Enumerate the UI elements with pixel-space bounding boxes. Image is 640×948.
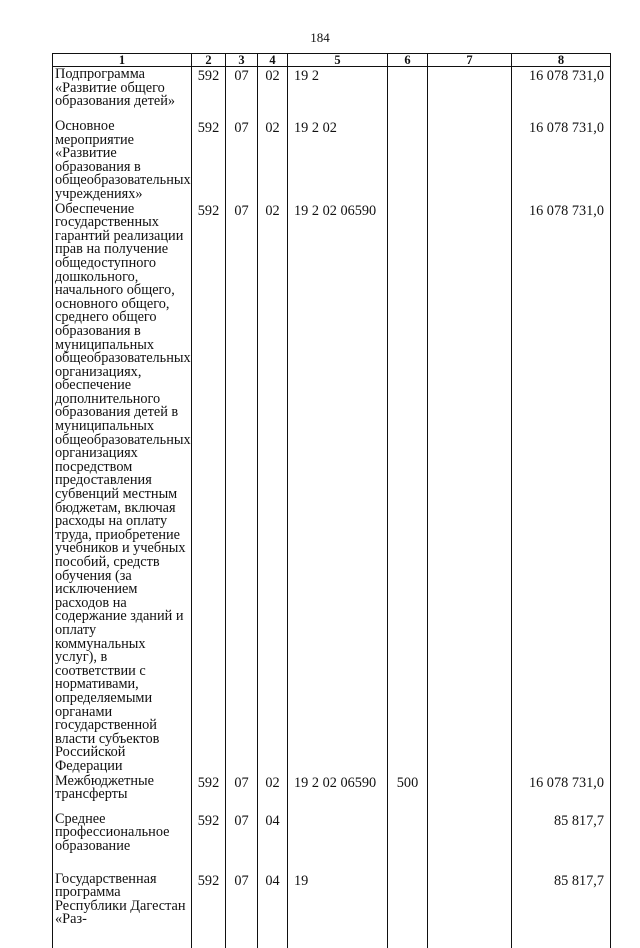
page-number: 184 <box>310 30 330 45</box>
row-col6 <box>388 67 428 120</box>
row-col3: 07 <box>226 67 258 120</box>
row-col2: 592 <box>192 119 226 202</box>
table-row <box>53 774 611 812</box>
row-col3: 07 <box>226 119 258 202</box>
header-col-3: 3 <box>226 54 258 67</box>
row-amount: 85 817,7 <box>512 872 611 948</box>
row-col7 <box>428 872 512 948</box>
row-col4: 02 <box>258 202 288 774</box>
row-name: Основное мероприятие «Развитие образования в общеобразовательных учреждениях» <box>53 119 192 202</box>
table-row <box>53 67 611 120</box>
header-col-4: 4 <box>258 54 288 67</box>
row-col6 <box>388 812 428 872</box>
row-name: Межбюджетные трансферты <box>53 774 192 812</box>
row-col7 <box>428 202 512 774</box>
header-col-6: 6 <box>388 54 428 67</box>
row-name: Подпрограмма «Развитие общего образования детей» <box>53 67 192 120</box>
row-col6: 500 <box>388 774 428 812</box>
row-col5: 19 2 02 06590 <box>288 202 388 774</box>
row-col2: 592 <box>192 774 226 812</box>
row-col7 <box>428 67 512 120</box>
table-header <box>53 54 611 67</box>
row-col6 <box>388 872 428 948</box>
header-col-8: 8 <box>512 54 611 67</box>
row-amount: 16 078 731,0 <box>512 774 611 812</box>
row-col5: 19 2 02 <box>288 119 388 202</box>
row-col3: 07 <box>226 202 258 774</box>
row-col4: 04 <box>258 812 288 872</box>
row-amount: 16 078 731,0 <box>512 119 611 202</box>
row-col2: 592 <box>192 67 226 120</box>
table-row <box>53 812 611 872</box>
row-name: Обеспечение государственных гарантий реализации прав на получение общедоступного дошкольного, начального общего, основного общего, среднего общего образования в муниципальных общеобразовательных организациях, обеспечение дополнительного образования детей в муниципальных общеобразовательных организациях посредством предоставления субвенций местным бюджетам, включая расходы на оплату труда, приобретение учебников и учебных пособий, средств обучения (за исключением расходов на содержание зданий и оплату коммунальных услуг), в соответствии с нормативами, определяемыми органами государственной власти субъектов Российской Федерации <box>53 202 192 774</box>
row-col4: 02 <box>258 774 288 812</box>
header-col-2: 2 <box>192 54 226 67</box>
row-col5: 19 2 <box>288 67 388 120</box>
row-col3: 07 <box>226 872 258 948</box>
row-amount: 85 817,7 <box>512 812 611 872</box>
row-amount: 16 078 731,0 <box>512 202 611 774</box>
row-col6 <box>388 202 428 774</box>
row-col4: 02 <box>258 119 288 202</box>
row-amount: 16 078 731,0 <box>512 67 611 120</box>
row-col2: 592 <box>192 812 226 872</box>
budget-table <box>52 53 611 948</box>
table-row <box>53 872 611 948</box>
row-col7 <box>428 119 512 202</box>
row-col7 <box>428 812 512 872</box>
header-col-1: 1 <box>53 54 192 67</box>
row-col5: 19 <box>288 872 388 948</box>
row-col5: 19 2 02 06590 <box>288 774 388 812</box>
row-col3: 07 <box>226 812 258 872</box>
row-col2: 592 <box>192 202 226 774</box>
row-name: Государственная программа Республики Дагестан «Раз- <box>53 872 192 948</box>
row-col2: 592 <box>192 872 226 948</box>
row-name: Среднее профессиональное образование <box>53 812 192 872</box>
row-col4: 02 <box>258 67 288 120</box>
header-row <box>53 54 611 67</box>
table-row <box>53 202 611 774</box>
row-col6 <box>388 119 428 202</box>
row-col3: 07 <box>226 774 258 812</box>
row-col5 <box>288 812 388 872</box>
table-row <box>53 119 611 202</box>
header-col-5: 5 <box>288 54 388 67</box>
row-col4: 04 <box>258 872 288 948</box>
header-col-7: 7 <box>428 54 512 67</box>
row-col7 <box>428 774 512 812</box>
